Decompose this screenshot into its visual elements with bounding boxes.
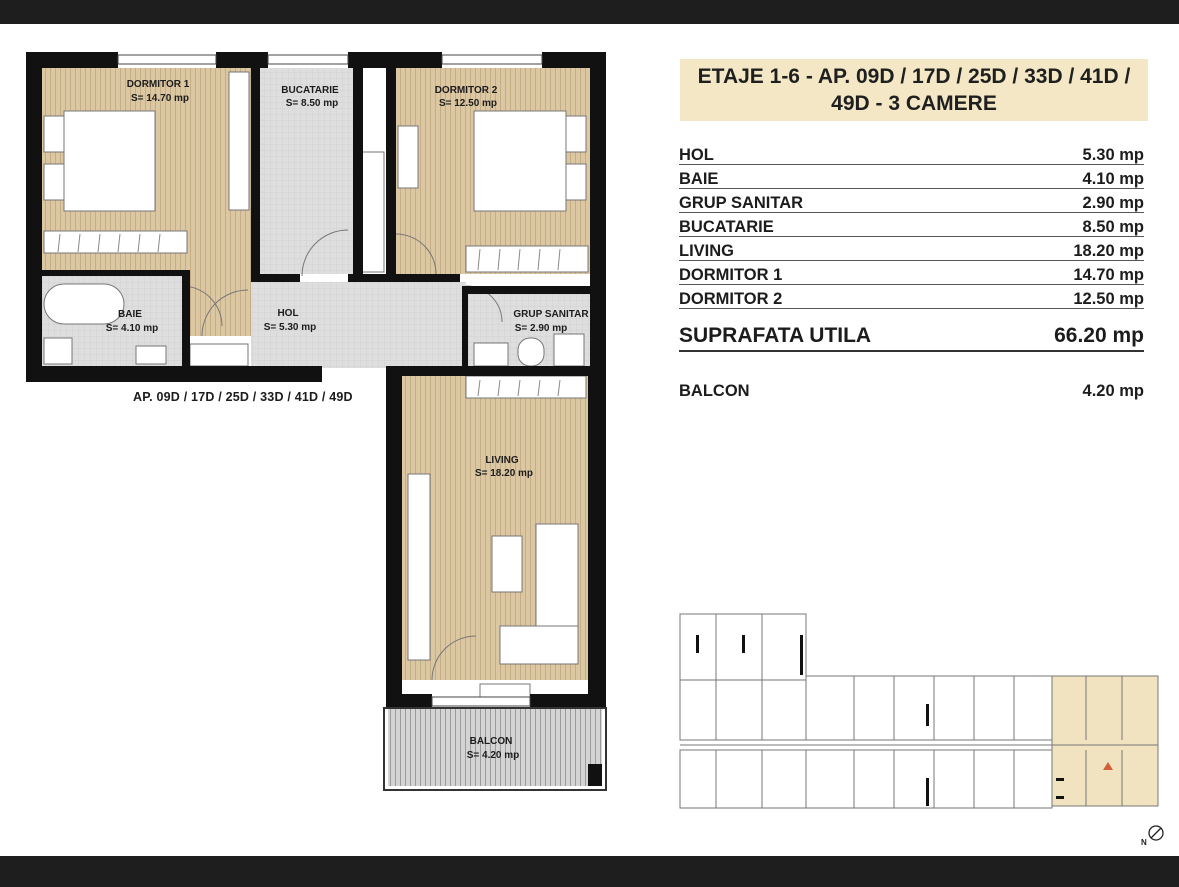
room-name: BALCON bbox=[469, 736, 513, 747]
table-row bbox=[679, 213, 1144, 237]
table-row bbox=[679, 141, 1144, 165]
balcony-label: BALCON bbox=[679, 382, 750, 400]
row-label: HOL bbox=[679, 146, 714, 164]
room-area: S= 8.50 mp bbox=[285, 98, 339, 109]
room-name: BUCATARIE bbox=[281, 85, 339, 96]
room-area: S= 4.20 mp bbox=[466, 750, 520, 761]
total-value: 66.20 mp bbox=[1054, 324, 1144, 347]
apartment-caption: AP. 09D / 17D / 25D / 33D / 41D / 49D bbox=[133, 390, 353, 404]
row-value: 12.50 mp bbox=[1073, 290, 1144, 308]
room-name: BAIE bbox=[118, 309, 142, 320]
row-value: 14.70 mp bbox=[1073, 266, 1144, 284]
row-label: DORMITOR 1 bbox=[679, 266, 783, 284]
balcony-value: 4.20 mp bbox=[1082, 382, 1144, 400]
row-value: 5.30 mp bbox=[1082, 146, 1144, 164]
table-row bbox=[679, 285, 1144, 309]
page-title bbox=[680, 59, 1148, 121]
balcon-floor bbox=[388, 708, 602, 786]
total-usable-area bbox=[679, 324, 1144, 352]
title-text: ETAJE 1-6 - AP. 09D / 17D / 25D / 33D / 41D / 49D - 3 CAMERE bbox=[697, 65, 1131, 115]
table-row bbox=[679, 237, 1144, 261]
row-label: DORMITOR 2 bbox=[679, 290, 783, 308]
building-key-plan bbox=[676, 610, 1162, 814]
total-label: SUPRAFATA UTILA bbox=[679, 324, 872, 347]
row-value: 2.90 mp bbox=[1082, 194, 1144, 212]
room-name: HOL bbox=[277, 308, 299, 319]
row-label: GRUP SANITAR bbox=[679, 194, 804, 212]
balcony-area bbox=[679, 382, 1144, 401]
row-label: LIVING bbox=[679, 242, 735, 260]
room-area: S= 18.20 mp bbox=[474, 468, 534, 479]
key-plan-walls bbox=[696, 635, 1064, 806]
row-label: BAIE bbox=[679, 170, 719, 188]
key-plan-rooms bbox=[680, 614, 1158, 808]
table-row bbox=[679, 165, 1144, 189]
room-area: S= 5.30 mp bbox=[263, 322, 317, 333]
table-row bbox=[679, 261, 1144, 285]
room-name: DORMITOR 2 bbox=[434, 85, 498, 96]
room-area: S= 2.90 mp bbox=[514, 323, 568, 334]
area-table bbox=[679, 141, 1144, 309]
room-area: S= 12.50 mp bbox=[438, 98, 498, 109]
room-name: GRUP SANITAR bbox=[513, 309, 589, 320]
room-name: LIVING bbox=[485, 455, 519, 466]
room-name: DORMITOR 1 bbox=[126, 79, 190, 90]
floor-plan-sheet bbox=[0, 24, 1179, 856]
north-arrow-icon bbox=[1138, 824, 1168, 848]
row-value: 18.20 mp bbox=[1073, 242, 1144, 260]
row-value: 4.10 mp bbox=[1082, 170, 1144, 188]
north-letter: N bbox=[1141, 838, 1147, 847]
room-area: S= 14.70 mp bbox=[130, 93, 190, 104]
row-value: 8.50 mp bbox=[1082, 218, 1144, 236]
table-row bbox=[679, 189, 1144, 213]
room-area: S= 4.10 mp bbox=[105, 323, 159, 334]
highlighted-apartment bbox=[1052, 676, 1158, 806]
row-label: BUCATARIE bbox=[679, 218, 774, 236]
dormitor1-alcove-floor bbox=[190, 274, 251, 336]
apartment-floor-plan bbox=[0, 24, 660, 856]
